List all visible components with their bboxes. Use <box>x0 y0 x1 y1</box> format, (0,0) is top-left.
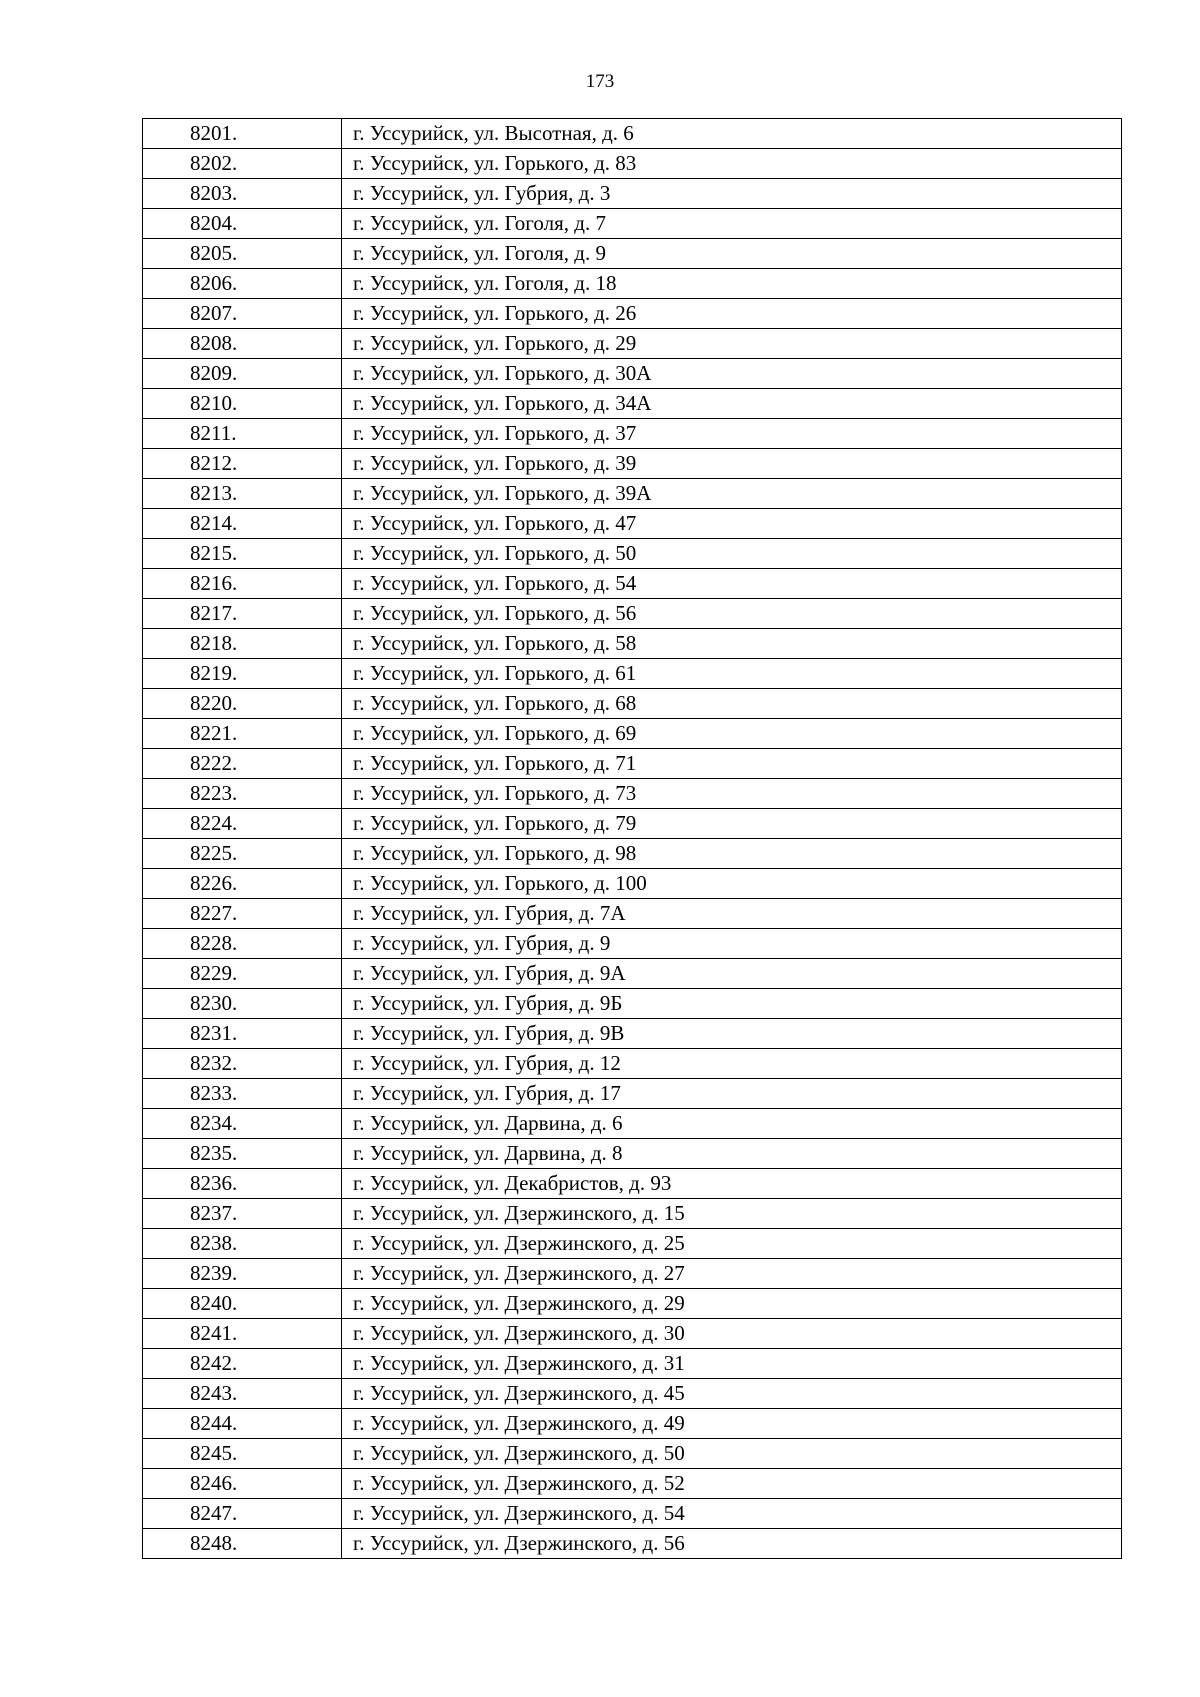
address-cell: г. Уссурийск, ул. Горького, д. 26 <box>342 299 1122 329</box>
row-number-cell: 8213. <box>143 479 342 509</box>
row-number-cell: 8209. <box>143 359 342 389</box>
address-cell: г. Уссурийск, ул. Высотная, д. 6 <box>342 119 1122 149</box>
table-row <box>143 749 1122 779</box>
address-cell: г. Уссурийск, ул. Дзержинского, д. 45 <box>342 1379 1122 1409</box>
address-cell: г. Уссурийск, ул. Дарвина, д. 6 <box>342 1109 1122 1139</box>
row-number-cell: 8234. <box>143 1109 342 1139</box>
table-row <box>143 1469 1122 1499</box>
row-number-cell: 8232. <box>143 1049 342 1079</box>
address-cell: г. Уссурийск, ул. Горького, д. 69 <box>342 719 1122 749</box>
page-number: 173 <box>585 71 615 92</box>
row-number-cell: 8217. <box>143 599 342 629</box>
table-row <box>143 1199 1122 1229</box>
table-row <box>143 869 1122 899</box>
row-number-cell: 8214. <box>143 509 342 539</box>
table-row <box>143 1379 1122 1409</box>
row-number-cell: 8233. <box>143 1079 342 1109</box>
table-row <box>143 179 1122 209</box>
table-row <box>143 929 1122 959</box>
address-cell: г. Уссурийск, ул. Горького, д. 100 <box>342 869 1122 899</box>
table-row <box>143 239 1122 269</box>
row-number-cell: 8207. <box>143 299 342 329</box>
row-number-cell: 8235. <box>143 1139 342 1169</box>
row-number-cell: 8204. <box>143 209 342 239</box>
address-cell: г. Уссурийск, ул. Горького, д. 30А <box>342 359 1122 389</box>
address-cell: г. Уссурийск, ул. Губрия, д. 3 <box>342 179 1122 209</box>
table-row <box>143 689 1122 719</box>
row-number-cell: 8220. <box>143 689 342 719</box>
table-row <box>143 899 1122 929</box>
address-cell: г. Уссурийск, ул. Горького, д. 39 <box>342 449 1122 479</box>
table-row <box>143 1079 1122 1109</box>
address-cell: г. Уссурийск, ул. Гоголя, д. 7 <box>342 209 1122 239</box>
row-number-cell: 8203. <box>143 179 342 209</box>
address-cell: г. Уссурийск, ул. Горького, д. 61 <box>342 659 1122 689</box>
address-cell: г. Уссурийск, ул. Гоголя, д. 9 <box>342 239 1122 269</box>
row-number-cell: 8202. <box>143 149 342 179</box>
table-row <box>143 1529 1122 1559</box>
row-number-cell: 8228. <box>143 929 342 959</box>
row-number-cell: 8237. <box>143 1199 342 1229</box>
table-row <box>143 1439 1122 1469</box>
row-number-cell: 8248. <box>143 1529 342 1559</box>
table-row <box>143 599 1122 629</box>
address-cell: г. Уссурийск, ул. Горького, д. 37 <box>342 419 1122 449</box>
row-number-cell: 8242. <box>143 1349 342 1379</box>
table-row <box>143 449 1122 479</box>
address-cell: г. Уссурийск, ул. Гоголя, д. 18 <box>342 269 1122 299</box>
row-number-cell: 8231. <box>143 1019 342 1049</box>
row-number-cell: 8240. <box>143 1289 342 1319</box>
address-cell: г. Уссурийск, ул. Дзержинского, д. 25 <box>342 1229 1122 1259</box>
address-cell: г. Уссурийск, ул. Губрия, д. 7А <box>342 899 1122 929</box>
table-row <box>143 1229 1122 1259</box>
row-number-cell: 8212. <box>143 449 342 479</box>
row-number-cell: 8244. <box>143 1409 342 1439</box>
row-number-cell: 8229. <box>143 959 342 989</box>
row-number-cell: 8206. <box>143 269 342 299</box>
row-number-cell: 8224. <box>143 809 342 839</box>
address-cell: г. Уссурийск, ул. Горького, д. 54 <box>342 569 1122 599</box>
row-number-cell: 8246. <box>143 1469 342 1499</box>
row-number-cell: 8208. <box>143 329 342 359</box>
table-row <box>143 479 1122 509</box>
table-row <box>143 1499 1122 1529</box>
table-row <box>143 269 1122 299</box>
row-number-cell: 8223. <box>143 779 342 809</box>
table-row <box>143 629 1122 659</box>
address-cell: г. Уссурийск, ул. Горького, д. 56 <box>342 599 1122 629</box>
address-cell: г. Уссурийск, ул. Дзержинского, д. 29 <box>342 1289 1122 1319</box>
address-cell: г. Уссурийск, ул. Декабристов, д. 93 <box>342 1169 1122 1199</box>
table-row <box>143 1409 1122 1439</box>
row-number-cell: 8215. <box>143 539 342 569</box>
address-cell: г. Уссурийск, ул. Горького, д. 34А <box>342 389 1122 419</box>
table-row <box>143 389 1122 419</box>
table-row <box>143 359 1122 389</box>
row-number-cell: 8201. <box>143 119 342 149</box>
address-cell: г. Уссурийск, ул. Горького, д. 79 <box>342 809 1122 839</box>
address-cell: г. Уссурийск, ул. Горького, д. 47 <box>342 509 1122 539</box>
address-cell: г. Уссурийск, ул. Горького, д. 29 <box>342 329 1122 359</box>
row-number-cell: 8239. <box>143 1259 342 1289</box>
address-cell: г. Уссурийск, ул. Горького, д. 71 <box>342 749 1122 779</box>
table-row <box>143 989 1122 1019</box>
table-row <box>143 1289 1122 1319</box>
table-row <box>143 569 1122 599</box>
address-cell: г. Уссурийск, ул. Дзержинского, д. 50 <box>342 1439 1122 1469</box>
address-table <box>142 118 1122 1559</box>
row-number-cell: 8205. <box>143 239 342 269</box>
table-row <box>143 539 1122 569</box>
table-row <box>143 1019 1122 1049</box>
table-row <box>143 1319 1122 1349</box>
row-number-cell: 8226. <box>143 869 342 899</box>
address-cell: г. Уссурийск, ул. Губрия, д. 12 <box>342 1049 1122 1079</box>
row-number-cell: 8247. <box>143 1499 342 1529</box>
table-row <box>143 1109 1122 1139</box>
address-cell: г. Уссурийск, ул. Дзержинского, д. 54 <box>342 1499 1122 1529</box>
row-number-cell: 8238. <box>143 1229 342 1259</box>
row-number-cell: 8245. <box>143 1439 342 1469</box>
row-number-cell: 8241. <box>143 1319 342 1349</box>
address-cell: г. Уссурийск, ул. Горького, д. 39А <box>342 479 1122 509</box>
address-cell: г. Уссурийск, ул. Горького, д. 98 <box>342 839 1122 869</box>
address-cell: г. Уссурийск, ул. Горького, д. 83 <box>342 149 1122 179</box>
table-row <box>143 1349 1122 1379</box>
table-row <box>143 959 1122 989</box>
address-cell: г. Уссурийск, ул. Дзержинского, д. 15 <box>342 1199 1122 1229</box>
table-body <box>143 119 1122 1559</box>
table-row <box>143 209 1122 239</box>
table-row <box>143 809 1122 839</box>
address-cell: г. Уссурийск, ул. Губрия, д. 9 <box>342 929 1122 959</box>
address-cell: г. Уссурийск, ул. Губрия, д. 9В <box>342 1019 1122 1049</box>
table-row <box>143 839 1122 869</box>
address-cell: г. Уссурийск, ул. Горького, д. 68 <box>342 689 1122 719</box>
row-number-cell: 8219. <box>143 659 342 689</box>
table-row <box>143 149 1122 179</box>
row-number-cell: 8230. <box>143 989 342 1019</box>
address-cell: г. Уссурийск, ул. Губрия, д. 17 <box>342 1079 1122 1109</box>
row-number-cell: 8211. <box>143 419 342 449</box>
row-number-cell: 8236. <box>143 1169 342 1199</box>
row-number-cell: 8216. <box>143 569 342 599</box>
address-cell: г. Уссурийск, ул. Дзержинского, д. 56 <box>342 1529 1122 1559</box>
table-row <box>143 299 1122 329</box>
table-row <box>143 509 1122 539</box>
table-row <box>143 1259 1122 1289</box>
row-number-cell: 8227. <box>143 899 342 929</box>
row-number-cell: 8222. <box>143 749 342 779</box>
address-cell: г. Уссурийск, ул. Дзержинского, д. 52 <box>342 1469 1122 1499</box>
row-number-cell: 8218. <box>143 629 342 659</box>
table-row <box>143 1139 1122 1169</box>
address-cell: г. Уссурийск, ул. Дарвина, д. 8 <box>342 1139 1122 1169</box>
address-cell: г. Уссурийск, ул. Губрия, д. 9Б <box>342 989 1122 1019</box>
table-row <box>143 659 1122 689</box>
row-number-cell: 8210. <box>143 389 342 419</box>
address-cell: г. Уссурийск, ул. Дзержинского, д. 30 <box>342 1319 1122 1349</box>
address-cell: г. Уссурийск, ул. Губрия, д. 9А <box>342 959 1122 989</box>
table-row <box>143 1049 1122 1079</box>
row-number-cell: 8221. <box>143 719 342 749</box>
table-row <box>143 419 1122 449</box>
address-cell: г. Уссурийск, ул. Горького, д. 50 <box>342 539 1122 569</box>
table-row <box>143 1169 1122 1199</box>
address-cell: г. Уссурийск, ул. Дзержинского, д. 49 <box>342 1409 1122 1439</box>
table-row <box>143 329 1122 359</box>
address-cell: г. Уссурийск, ул. Дзержинского, д. 27 <box>342 1259 1122 1289</box>
address-cell: г. Уссурийск, ул. Горького, д. 58 <box>342 629 1122 659</box>
row-number-cell: 8225. <box>143 839 342 869</box>
table-row <box>143 779 1122 809</box>
address-cell: г. Уссурийск, ул. Горького, д. 73 <box>342 779 1122 809</box>
table-row <box>143 119 1122 149</box>
row-number-cell: 8243. <box>143 1379 342 1409</box>
table-row <box>143 719 1122 749</box>
address-cell: г. Уссурийск, ул. Дзержинского, д. 31 <box>342 1349 1122 1379</box>
